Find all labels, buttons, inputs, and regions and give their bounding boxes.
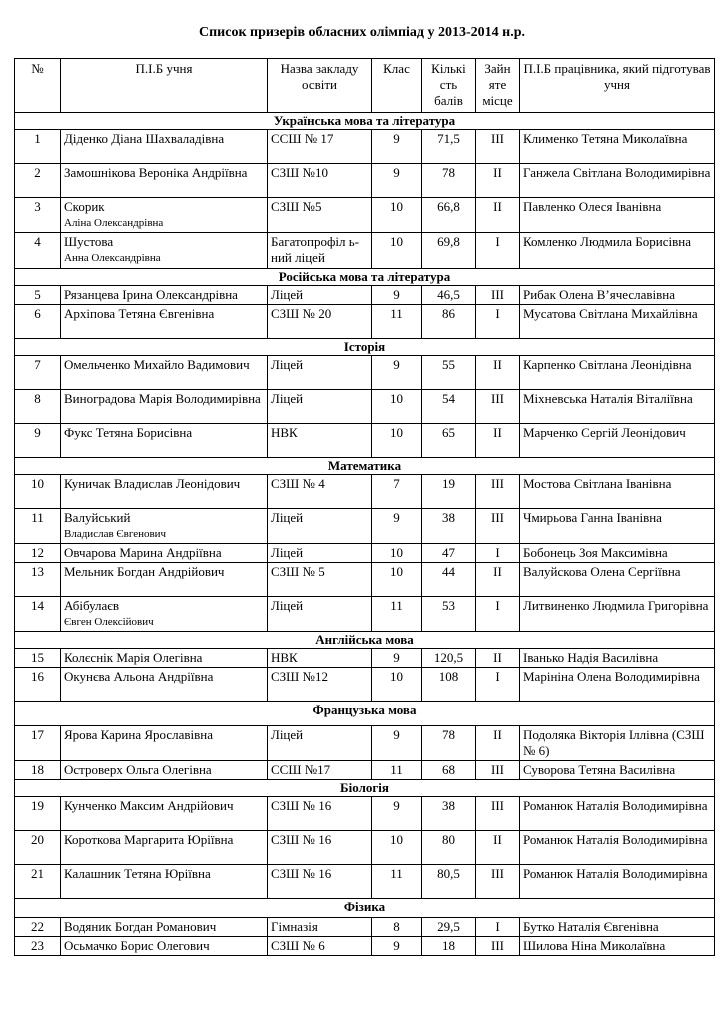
cell-class: 11 [372, 597, 422, 632]
cell-score: 54 [422, 390, 476, 424]
table-row [15, 509, 715, 544]
cell-student [61, 865, 268, 899]
cell-school: ССШ №17 [268, 761, 372, 780]
cell-student [61, 726, 268, 761]
cell-num: 10 [15, 475, 61, 509]
table-row [15, 390, 715, 424]
cell-class: 10 [372, 424, 422, 458]
student-name: Водяник Богдан Романович [64, 919, 217, 934]
cell-class: 9 [372, 286, 422, 305]
section-row [15, 113, 715, 130]
student-name: Короткова Маргарита Юріївна [64, 832, 234, 847]
cell-score: 66,8 [422, 198, 476, 233]
cell-teacher: Суворова Тетяна Василівна [520, 761, 715, 780]
cell-place: I [476, 544, 520, 563]
cell-score: 47 [422, 544, 476, 563]
cell-num: 4 [15, 233, 61, 269]
cell-class: 9 [372, 726, 422, 761]
student-name-continued: Анна Олександрівна [64, 252, 161, 264]
table-row [15, 544, 715, 563]
cell-student [61, 797, 268, 831]
table-row [15, 356, 715, 390]
cell-place: III [476, 937, 520, 956]
cell-score: 29,5 [422, 918, 476, 937]
section-row [15, 899, 715, 918]
cell-class: 7 [372, 475, 422, 509]
student-name: Архіпова Тетяна Євгенівна [64, 306, 215, 321]
cell-num: 8 [15, 390, 61, 424]
cell-class: 11 [372, 761, 422, 780]
cell-teacher: Марченко Сергій Леонідович [520, 424, 715, 458]
cell-teacher: Шилова Ніна Миколаївна [520, 937, 715, 956]
cell-class: 8 [372, 918, 422, 937]
header-place: Зайн яте місце [476, 59, 520, 113]
cell-score: 80,5 [422, 865, 476, 899]
cell-score: 46,5 [422, 286, 476, 305]
cell-num: 20 [15, 831, 61, 865]
table-row [15, 865, 715, 899]
cell-teacher: Мусатова Світлана Михайлівна [520, 305, 715, 339]
table-row [15, 597, 715, 632]
cell-class: 9 [372, 649, 422, 668]
cell-school: СЗШ № 20 [268, 305, 372, 339]
cell-school: НВК [268, 424, 372, 458]
section-row [15, 632, 715, 649]
cell-school: СЗШ №5 [268, 198, 372, 233]
cell-class: 11 [372, 305, 422, 339]
cell-teacher: Бобонець Зоя Максимівна [520, 544, 715, 563]
cell-student [61, 130, 268, 164]
section-title: Французька мова [15, 702, 715, 726]
cell-school: Ліцей [268, 390, 372, 424]
cell-school: НВК [268, 649, 372, 668]
student-name: Кунченко Максим Андрійович [64, 798, 234, 813]
section-title: Біологія [15, 780, 715, 797]
cell-student [61, 918, 268, 937]
student-name: Діденко Діана Шахвaладівна [64, 131, 225, 146]
cell-score: 71,5 [422, 130, 476, 164]
student-name: Виноградова Марія Володимирівна [64, 391, 261, 406]
cell-num: 23 [15, 937, 61, 956]
cell-num: 7 [15, 356, 61, 390]
cell-school: Ліцей [268, 286, 372, 305]
cell-teacher: Литвиненко Людмила Григорівна [520, 597, 715, 632]
student-name: Абібулаєв [64, 598, 119, 613]
student-name-continued: Аліна Олександрівна [64, 217, 164, 229]
table-row [15, 649, 715, 668]
cell-teacher: Рибак Олена В’ячеславівна [520, 286, 715, 305]
cell-score: 53 [422, 597, 476, 632]
cell-place: III [476, 130, 520, 164]
cell-school: Гімназія [268, 918, 372, 937]
cell-student [61, 305, 268, 339]
student-name: Осьмачко Борис Олегович [64, 938, 210, 953]
cell-student [61, 198, 268, 233]
cell-place: II [476, 198, 520, 233]
cell-teacher: Комленко Людмила Борисівна [520, 233, 715, 269]
student-name: Овчарова Марина Андріївна [64, 545, 222, 560]
section-row [15, 702, 715, 726]
table-row [15, 198, 715, 233]
cell-num: 12 [15, 544, 61, 563]
cell-student [61, 937, 268, 956]
cell-school: СЗШ № 6 [268, 937, 372, 956]
cell-place: II [476, 649, 520, 668]
header-teacher: П.І.Б працівника, який підготував учня [520, 59, 715, 113]
cell-teacher: Романюк Наталія Володимирівна [520, 797, 715, 831]
header-class: Клас [372, 59, 422, 113]
cell-school: Ліцей [268, 544, 372, 563]
table-row [15, 164, 715, 198]
table-row [15, 761, 715, 780]
section-title: Фізика [15, 899, 715, 918]
cell-num: 18 [15, 761, 61, 780]
section-row [15, 269, 715, 286]
table-row [15, 286, 715, 305]
cell-num: 3 [15, 198, 61, 233]
winners-table [14, 58, 715, 956]
cell-num: 5 [15, 286, 61, 305]
cell-student [61, 544, 268, 563]
cell-student [61, 649, 268, 668]
section-title: Російська мова та література [15, 269, 715, 286]
cell-school: Ліцей [268, 597, 372, 632]
table-row [15, 563, 715, 597]
cell-place: III [476, 865, 520, 899]
cell-school: СЗШ №12 [268, 668, 372, 702]
cell-place: II [476, 563, 520, 597]
table-body [15, 113, 715, 956]
student-name: Валуйський [64, 510, 131, 525]
cell-place: II [476, 831, 520, 865]
cell-school: Багатопрофіл ь-ний ліцей [268, 233, 372, 269]
cell-num: 2 [15, 164, 61, 198]
header-school: Назва закладу освіти [268, 59, 372, 113]
cell-school: Ліцей [268, 509, 372, 544]
cell-student [61, 356, 268, 390]
table-row [15, 937, 715, 956]
cell-class: 10 [372, 544, 422, 563]
student-name: Омельченко Михайло Вадимович [64, 357, 250, 372]
cell-student [61, 475, 268, 509]
cell-teacher: Мостова Світлана Іванівна [520, 475, 715, 509]
cell-score: 78 [422, 164, 476, 198]
cell-student [61, 761, 268, 780]
cell-student [61, 233, 268, 269]
section-row [15, 339, 715, 356]
cell-class: 9 [372, 130, 422, 164]
section-title: Математика [15, 458, 715, 475]
cell-school: Ліцей [268, 726, 372, 761]
cell-class: 9 [372, 937, 422, 956]
section-row [15, 458, 715, 475]
cell-num: 6 [15, 305, 61, 339]
cell-student [61, 509, 268, 544]
cell-student [61, 390, 268, 424]
cell-school: СЗШ № 16 [268, 797, 372, 831]
header-row [15, 59, 715, 113]
table-row [15, 726, 715, 761]
cell-teacher: Павленко Олеся Іванівна [520, 198, 715, 233]
cell-teacher: Ганжела Світлана Володимирівна [520, 164, 715, 198]
student-name: Фукс Тетяна Борисівна [64, 425, 193, 440]
cell-num: 21 [15, 865, 61, 899]
student-name: Скорик [64, 199, 105, 214]
cell-place: III [476, 475, 520, 509]
table-row [15, 424, 715, 458]
cell-num: 16 [15, 668, 61, 702]
cell-place: I [476, 597, 520, 632]
cell-place: II [476, 424, 520, 458]
cell-teacher: Романюк Наталія Володимирівна [520, 831, 715, 865]
cell-teacher: Бутко Наталія Євгенівна [520, 918, 715, 937]
cell-teacher: Іванько Надія Василівна [520, 649, 715, 668]
cell-num: 13 [15, 563, 61, 597]
cell-num: 11 [15, 509, 61, 544]
cell-place: II [476, 726, 520, 761]
cell-num: 15 [15, 649, 61, 668]
cell-place: I [476, 918, 520, 937]
student-name: Замошнікова Вероніка Андріївна [64, 165, 248, 180]
cell-place: III [476, 797, 520, 831]
cell-school: ССШ № 17 [268, 130, 372, 164]
cell-teacher: Подоляка Вікторія Іллівна (СЗШ № 6) [520, 726, 715, 761]
section-title: Історія [15, 339, 715, 356]
cell-student [61, 286, 268, 305]
cell-place: II [476, 356, 520, 390]
cell-score: 80 [422, 831, 476, 865]
cell-teacher: Марініна Олена Володимирівна [520, 668, 715, 702]
table-row [15, 668, 715, 702]
table-row [15, 918, 715, 937]
cell-score: 18 [422, 937, 476, 956]
cell-student [61, 563, 268, 597]
cell-score: 78 [422, 726, 476, 761]
cell-score: 65 [422, 424, 476, 458]
student-name: Островерх Ольга Олегівна [64, 762, 212, 777]
cell-class: 10 [372, 390, 422, 424]
cell-place: III [476, 761, 520, 780]
cell-teacher: Міхневська Наталія Віталіївна [520, 390, 715, 424]
table-row [15, 233, 715, 269]
cell-teacher: Валуйскова Олена Сергіївна [520, 563, 715, 597]
cell-school: СЗШ № 16 [268, 865, 372, 899]
table-row [15, 475, 715, 509]
table-row [15, 831, 715, 865]
student-name-continued: Євген Олексійович [64, 616, 154, 628]
cell-score: 86 [422, 305, 476, 339]
cell-student [61, 668, 268, 702]
cell-school: Ліцей [268, 356, 372, 390]
cell-teacher: Чмирьова Ганна Іванівна [520, 509, 715, 544]
student-name: Куничак Владислав Леонідович [64, 476, 241, 491]
cell-num: 19 [15, 797, 61, 831]
cell-score: 68 [422, 761, 476, 780]
cell-school: СЗШ № 4 [268, 475, 372, 509]
cell-student [61, 831, 268, 865]
cell-place: I [476, 668, 520, 702]
cell-score: 38 [422, 797, 476, 831]
table-row [15, 305, 715, 339]
table-row [15, 130, 715, 164]
cell-class: 11 [372, 865, 422, 899]
cell-class: 9 [372, 164, 422, 198]
section-row [15, 780, 715, 797]
cell-place: III [476, 390, 520, 424]
cell-score: 38 [422, 509, 476, 544]
cell-student [61, 597, 268, 632]
cell-student [61, 164, 268, 198]
cell-student [61, 424, 268, 458]
student-name: Окунєва Альона Андріївна [64, 669, 214, 684]
cell-num: 1 [15, 130, 61, 164]
student-name: Ярова Карина Ярославівна [64, 727, 213, 742]
cell-class: 10 [372, 668, 422, 702]
cell-place: III [476, 286, 520, 305]
student-name: Колєснік Марія Олегівна [64, 650, 203, 665]
cell-num: 17 [15, 726, 61, 761]
cell-class: 10 [372, 233, 422, 269]
page-title: Список призерів обласних олімпіад у 2013-2014 н.р. [198, 25, 526, 40]
cell-class: 10 [372, 831, 422, 865]
cell-place: III [476, 509, 520, 544]
cell-teacher: Клименко Тетяна Миколаївна [520, 130, 715, 164]
section-title: Англійська мова [15, 632, 715, 649]
student-name: Мельник Богдан Андрійович [64, 564, 225, 579]
student-name: Шустова [64, 234, 114, 249]
header-score: Кількі сть балів [422, 59, 476, 113]
header-num: № [15, 59, 61, 113]
table-row [15, 797, 715, 831]
cell-score: 44 [422, 563, 476, 597]
cell-teacher: Романюк Наталія Володимирівна [520, 865, 715, 899]
cell-class: 9 [372, 356, 422, 390]
cell-num: 14 [15, 597, 61, 632]
cell-num: 9 [15, 424, 61, 458]
student-name-continued: Владислав Євгенович [64, 528, 167, 540]
cell-class: 10 [372, 563, 422, 597]
cell-school: СЗШ № 5 [268, 563, 372, 597]
cell-place: I [476, 233, 520, 269]
cell-school: СЗШ №10 [268, 164, 372, 198]
cell-score: 108 [422, 668, 476, 702]
cell-score: 120,5 [422, 649, 476, 668]
header-student: П.І.Б учня [61, 59, 268, 113]
student-name: Рязанцева Ірина Олександрівна [64, 287, 238, 302]
student-name: Калашник Тетяна Юріївна [64, 866, 211, 881]
cell-score: 55 [422, 356, 476, 390]
cell-score: 19 [422, 475, 476, 509]
cell-school: СЗШ № 16 [268, 831, 372, 865]
cell-place: I [476, 305, 520, 339]
cell-class: 10 [372, 198, 422, 233]
cell-score: 69,8 [422, 233, 476, 269]
section-title: Українська мова та література [15, 113, 715, 130]
cell-num: 22 [15, 918, 61, 937]
cell-teacher: Карпенко Світлана Леонідівна [520, 356, 715, 390]
cell-class: 9 [372, 797, 422, 831]
cell-class: 9 [372, 509, 422, 544]
cell-place: II [476, 164, 520, 198]
